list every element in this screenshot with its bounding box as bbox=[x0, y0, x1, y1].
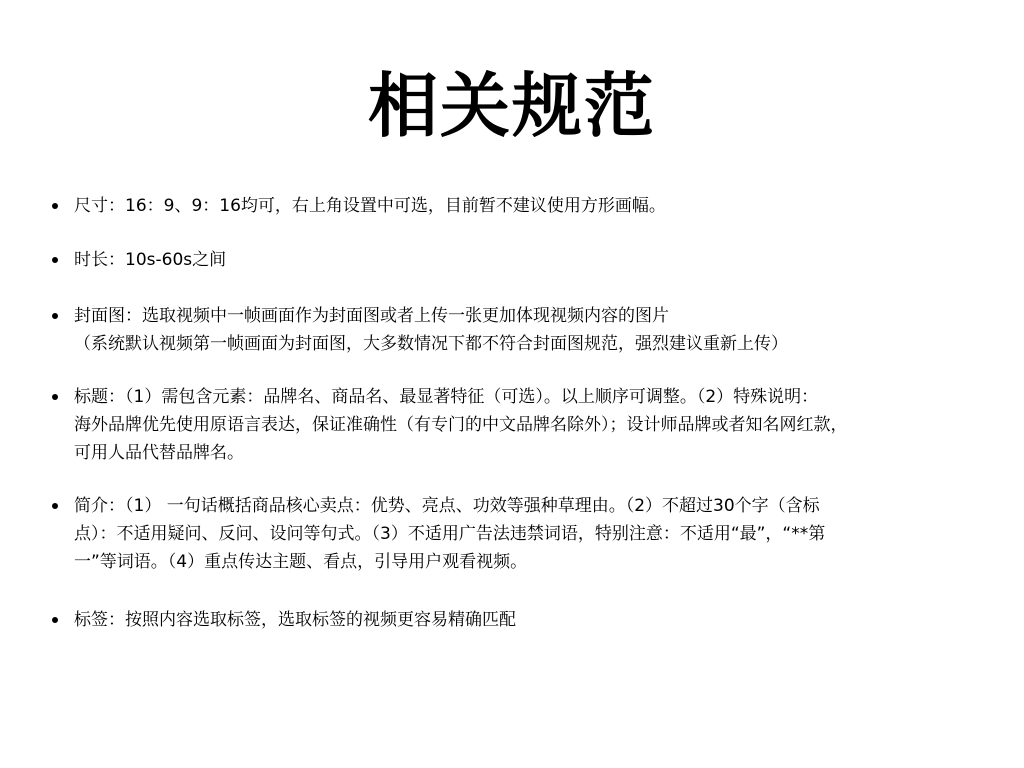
bullet-text: 简介：（1） 一句话概括商品核心卖点：优势、亮点、功效等强种草理由。（2）不超过30个字（含标 点）：不适用疑问、反问、设问等句式。（3）不适用广告法违禁词语，特别注意：不适用“最”，“**第 一”等词语。（4）重点传达主题、看点，引导用户观看视频。 bbox=[74, 496, 826, 572]
bullet-item-cover bbox=[52, 302, 982, 358]
bullet-text: 标签：按照内容选取标签，选取标签的视频更容易精确匹配 bbox=[74, 610, 516, 630]
bullet-text: 标题：（1）需包含元素：品牌名、商品名、最显著特征（可选）。以上顺序可调整。（2）特殊说明： 海外品牌优先使用原语言表达，保证准确性（有专门的中文品牌名除外）；设计师品牌或者知名网红款， 可用人品代替品牌名。 bbox=[74, 387, 848, 463]
bullet-text: 时长：10s-60s之间 bbox=[74, 250, 227, 270]
bullet-dot-icon bbox=[52, 203, 58, 209]
slide-title: 相关规范 bbox=[368, 65, 656, 147]
bullet-item-tags bbox=[52, 606, 982, 634]
bullet-text: 尺寸：16：9、9：16均可，右上角设置中可选，目前暂不建议使用方形画幅。 bbox=[74, 196, 666, 216]
bullet-dot-icon bbox=[52, 503, 58, 509]
bullet-dot-icon bbox=[52, 313, 58, 319]
bullet-item-duration bbox=[52, 246, 982, 274]
bullet-text: 封面图：选取视频中一帧画面作为封面图或者上传一张更加体现视频内容的图片 （系统默认视频第一帧画面为封面图，大多数情况下都不符合封面图规范，强烈建议重新上传） bbox=[74, 306, 788, 354]
bullet-item-size bbox=[52, 192, 982, 220]
bullet-dot-icon bbox=[52, 257, 58, 263]
bullet-dot-icon bbox=[52, 617, 58, 623]
bullet-item-title bbox=[52, 383, 982, 467]
bullet-item-intro bbox=[52, 492, 982, 576]
bullet-dot-icon bbox=[52, 394, 58, 400]
